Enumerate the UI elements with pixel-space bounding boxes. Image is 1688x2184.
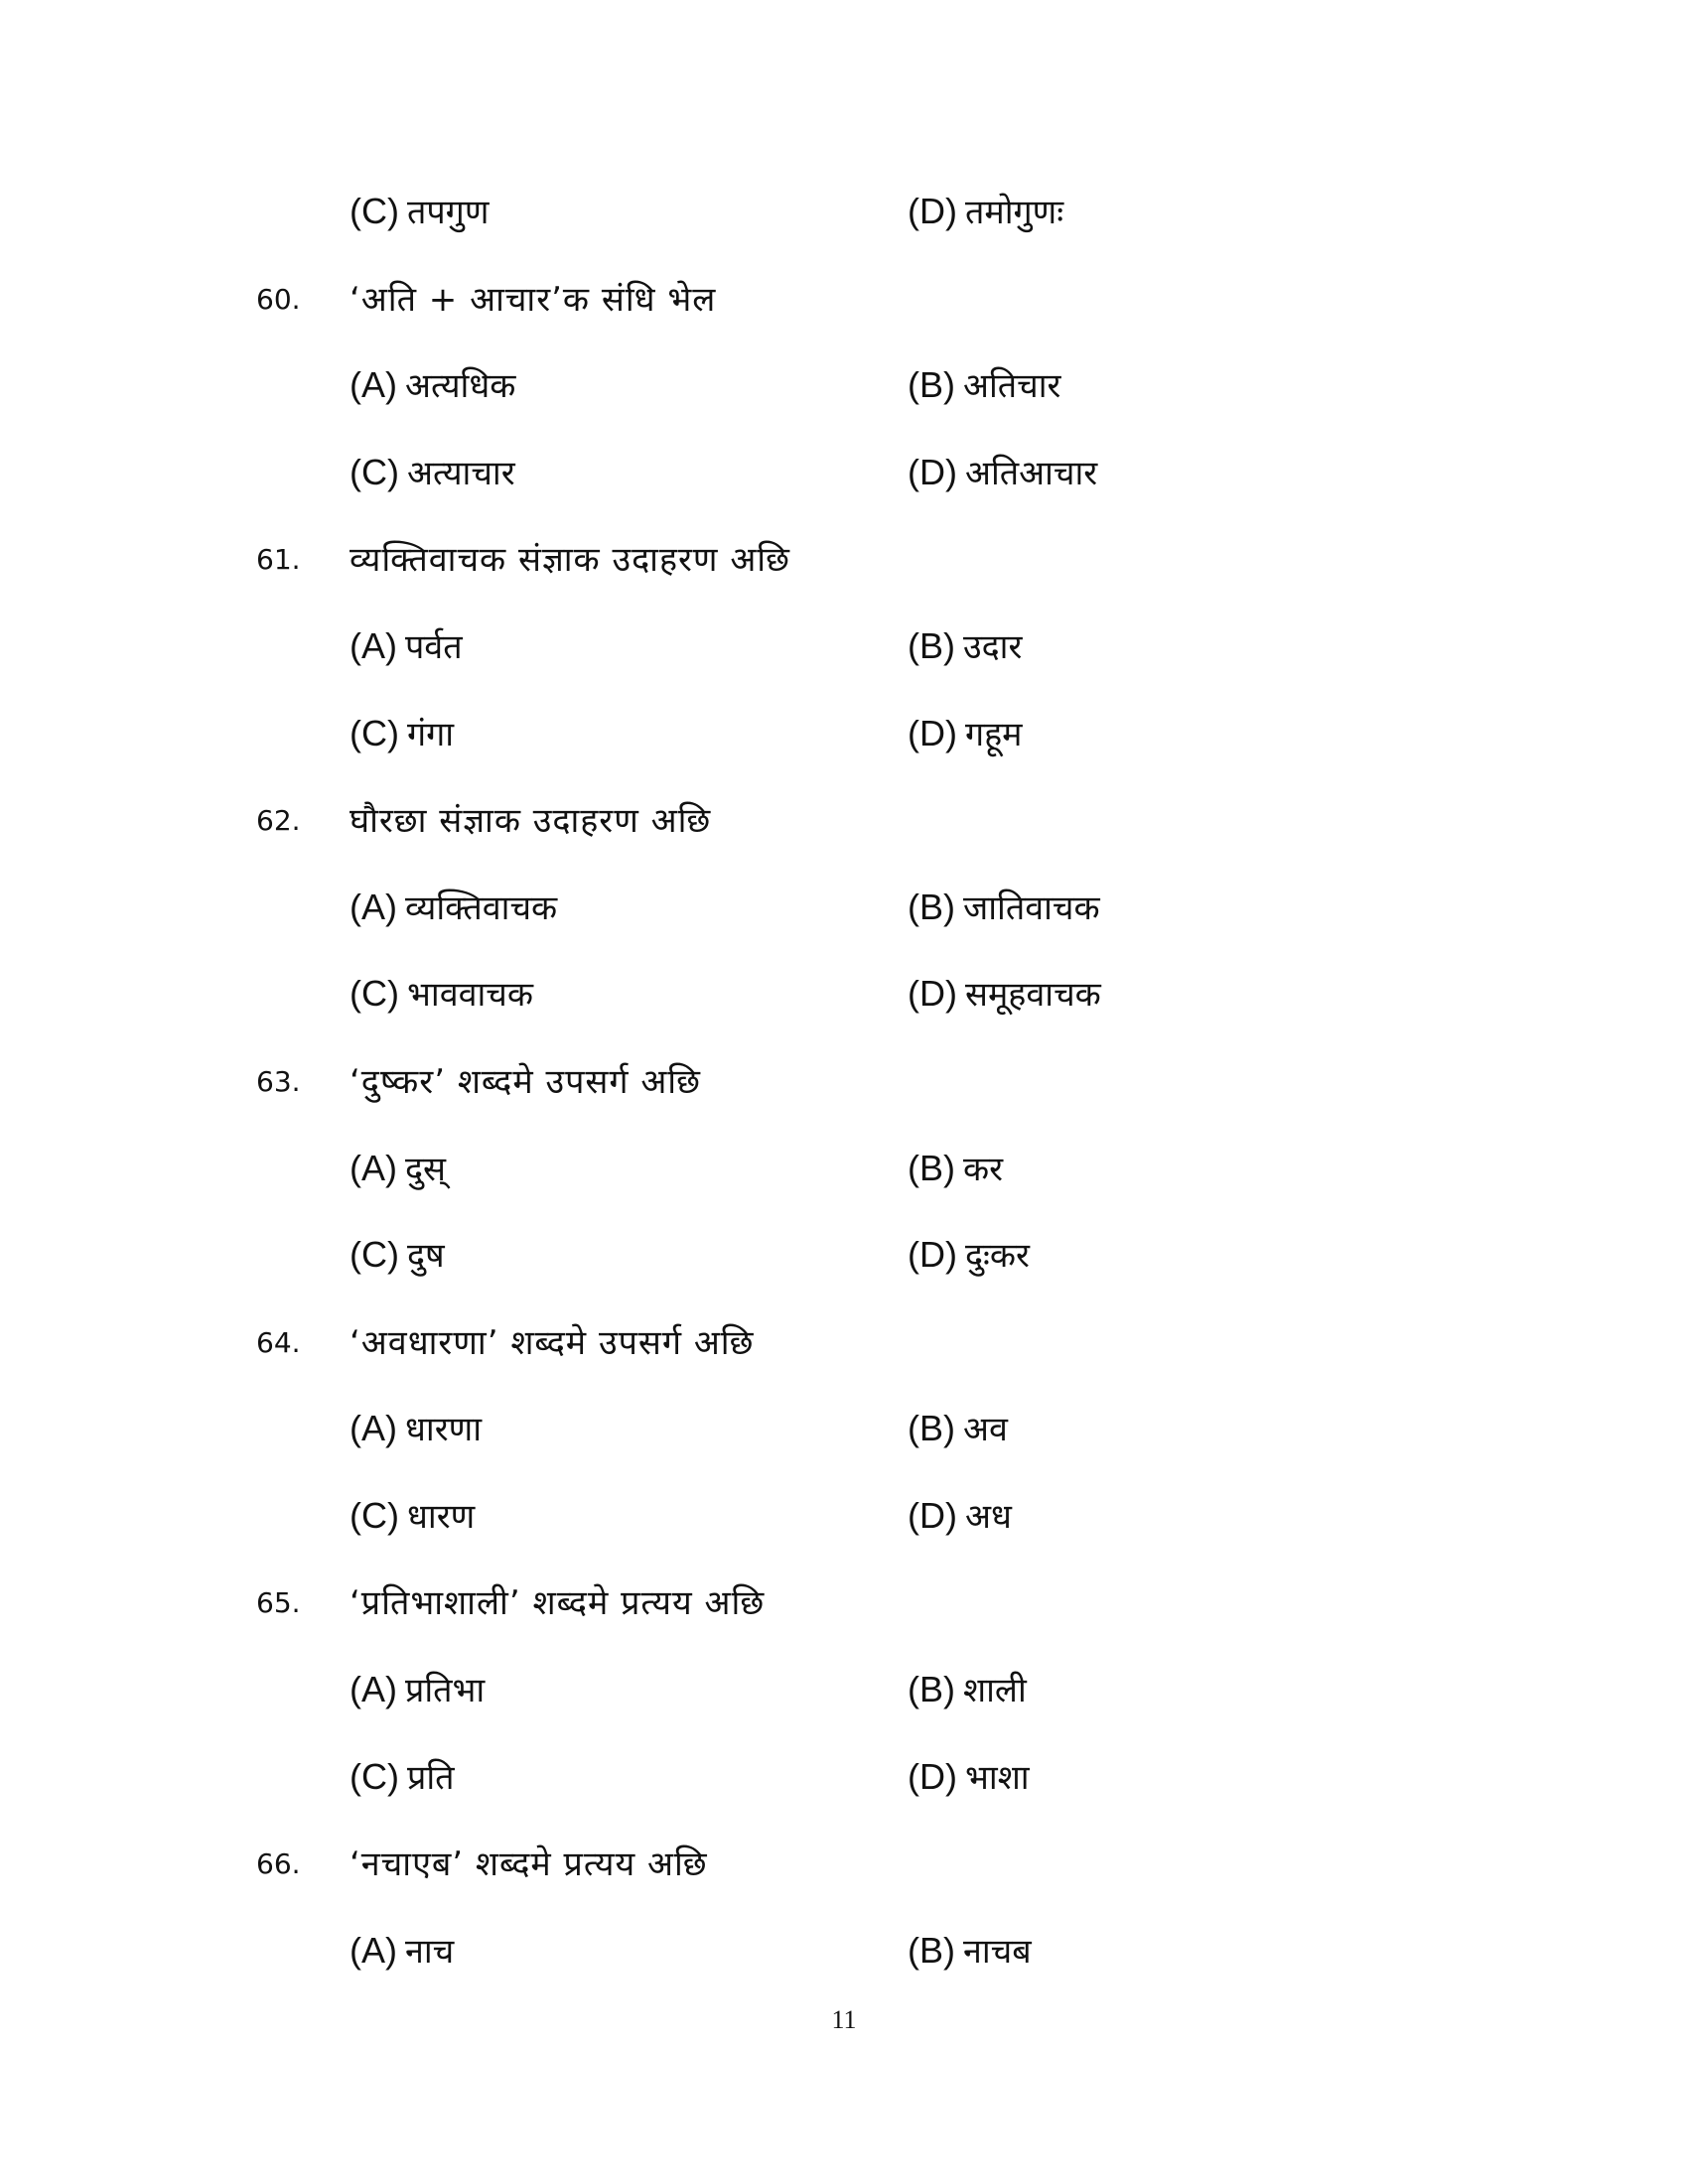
option-row <box>0 1486 1688 1546</box>
option-row <box>0 1139 1688 1198</box>
option-row <box>0 878 1688 937</box>
question-number: 66. <box>256 1847 301 1880</box>
question-number: 62. <box>256 804 301 837</box>
option-a: (A) पर्वत <box>350 625 463 667</box>
option-c: (C) तपगुण <box>350 191 490 232</box>
option-b: (B) अव <box>908 1408 1008 1449</box>
question-65 <box>0 1572 1688 1632</box>
option-b: (B) उदार <box>908 625 1023 667</box>
question-number: 64. <box>256 1326 301 1359</box>
option-b: (B) शाली <box>908 1669 1027 1710</box>
page-number: 11 <box>831 2005 857 2034</box>
option-a: (A) दुस् <box>350 1148 447 1189</box>
option-d: (D) भाशा <box>908 1756 1030 1798</box>
option-a: (A) धारणा <box>350 1408 483 1449</box>
option-b: (B) अतिचार <box>908 364 1061 406</box>
question-text: ‘नचाएब’ शब्दमे प्रत्यय अछि <box>350 1844 708 1884</box>
question-text: ‘अवधारणा’ शब्दमे उपसर्ग अछि <box>350 1323 755 1363</box>
option-b: (B) जातिवाचक <box>908 887 1100 928</box>
option-a: (A) प्रतिभा <box>350 1669 486 1710</box>
option-row <box>0 355 1688 415</box>
option-row <box>0 704 1688 763</box>
question-text: व्यक्तिवाचक संज्ञाक उदाहरण अछि <box>350 540 790 580</box>
question-62 <box>0 790 1688 850</box>
option-b: (B) नाचब <box>908 1930 1032 1972</box>
question-number: 65. <box>256 1586 301 1619</box>
option-d: (D) दुःकर <box>908 1234 1030 1276</box>
option-row <box>0 1921 1688 1980</box>
option-d: (D) अतिआचार <box>908 452 1098 493</box>
option-c: (C) अत्याचार <box>350 452 515 493</box>
option-c: (C) गंगा <box>350 713 455 754</box>
question-text: ‘प्रतिभाशाली’ शब्दमे प्रत्यय अछि <box>350 1583 766 1623</box>
option-a: (A) नाच <box>350 1930 455 1972</box>
option-row <box>0 1660 1688 1719</box>
question-number: 61. <box>256 543 301 576</box>
question-number: 63. <box>256 1065 301 1098</box>
option-a: (A) अत्यधिक <box>350 364 516 406</box>
option-c: (C) दुष <box>350 1234 445 1276</box>
option-c: (C) धारण <box>350 1495 476 1537</box>
option-row <box>0 1225 1688 1285</box>
option-row <box>0 1399 1688 1458</box>
option-d: (D) अध <box>908 1495 1012 1537</box>
question-64 <box>0 1312 1688 1372</box>
question-63 <box>0 1051 1688 1111</box>
question-60 <box>0 269 1688 329</box>
question-text: घौरछा संज्ञाक उदाहरण अछि <box>350 801 712 841</box>
option-row <box>0 443 1688 502</box>
option-c: (C) प्रति <box>350 1756 455 1798</box>
option-row <box>0 964 1688 1024</box>
option-d: (D) समूहवाचक <box>908 973 1101 1015</box>
option-row <box>0 616 1688 676</box>
option-d: (D) गहूम <box>908 713 1023 754</box>
question-text: ‘अति + आचार’क संधि भेल <box>350 280 717 320</box>
question-text: ‘दुष्कर’ शब्दमे उपसर्ग अछि <box>350 1062 701 1102</box>
option-b: (B) कर <box>908 1148 1004 1189</box>
question-66 <box>0 1834 1688 1893</box>
option-row <box>0 1747 1688 1807</box>
question-61 <box>0 529 1688 589</box>
question-number: 60. <box>256 283 301 316</box>
option-row-carryover <box>0 182 1688 241</box>
option-c: (C) भाववाचक <box>350 973 534 1015</box>
option-d: (D) तमोगुणः <box>908 191 1064 232</box>
option-a: (A) व्यक्तिवाचक <box>350 887 558 928</box>
